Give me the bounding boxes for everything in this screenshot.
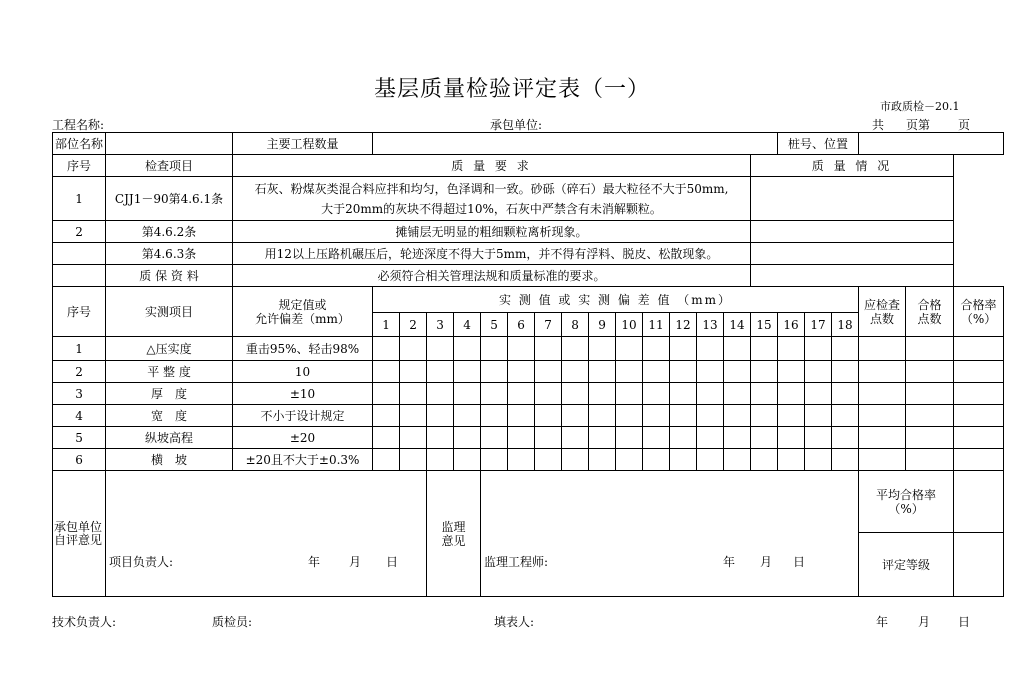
measure-seq: 3: [53, 383, 106, 405]
should-check-points-cell[interactable]: [859, 427, 906, 449]
measured-value-cell[interactable]: [805, 427, 832, 449]
measured-value-cell[interactable]: [670, 361, 697, 383]
measured-value-cell[interactable]: [562, 427, 589, 449]
measured-value-cell[interactable]: [724, 383, 751, 405]
passed-points-cell[interactable]: [906, 427, 954, 449]
date-year-label: 年: [723, 555, 736, 569]
point-number-header: 18: [832, 313, 859, 337]
measure-tolerance: 10: [233, 361, 373, 383]
measured-value-cell[interactable]: [562, 337, 589, 361]
footer-month-label: 月: [918, 615, 931, 629]
avg-pass-rate-label: 平均合格率（%）: [859, 471, 954, 533]
measure-seq: 2: [53, 361, 106, 383]
point-number-header: 10: [616, 313, 643, 337]
supervision-label: 监理意见: [427, 471, 481, 597]
date-day-label: 日: [386, 555, 399, 569]
measured-value-cell[interactable]: [670, 449, 697, 471]
self-eval-area[interactable]: [106, 471, 427, 597]
measure-item: 横 坡: [106, 449, 233, 471]
point-number-header: 2: [400, 313, 427, 337]
date-month-label: 月: [349, 555, 362, 569]
measured-value-cell[interactable]: [427, 383, 454, 405]
date-day-label: 日: [793, 555, 806, 569]
req-item: 质 保 资 料: [106, 265, 233, 287]
footer-year-label: 年: [876, 615, 889, 629]
tolerance-header-line: 允许偏差（mm）: [255, 311, 350, 326]
measured-value-cell[interactable]: [589, 405, 616, 427]
measured-value-cell[interactable]: [697, 383, 724, 405]
table-row: [53, 221, 1004, 243]
req-seq: [53, 243, 106, 265]
measured-value-cell[interactable]: [535, 405, 562, 427]
measured-value-cell[interactable]: [454, 427, 481, 449]
passed-points-cell[interactable]: [906, 449, 954, 471]
station-value[interactable]: [859, 133, 1004, 155]
part-name-label: 部位名称: [53, 133, 106, 155]
table-row: [53, 449, 1004, 471]
measured-value-cell[interactable]: [751, 361, 778, 383]
point-number-header: 16: [778, 313, 805, 337]
measured-value-cell[interactable]: [778, 361, 805, 383]
table-row: [53, 265, 1004, 287]
measure-tolerance: 不小于设计规定: [233, 405, 373, 427]
point-number-header: 17: [805, 313, 832, 337]
table-row: [53, 361, 1004, 383]
measure-tolerance: ±20: [233, 427, 373, 449]
measured-value-cell[interactable]: [670, 405, 697, 427]
passed-points-cell[interactable]: [906, 405, 954, 427]
measured-value-cell[interactable]: [697, 337, 724, 361]
measured-value-cell[interactable]: [697, 405, 724, 427]
measured-value-cell[interactable]: [427, 337, 454, 361]
passed-points-header: 合格点数: [906, 287, 954, 337]
measured-value-cell[interactable]: [616, 405, 643, 427]
footer-day-label: 日: [958, 615, 971, 629]
measured-value-cell[interactable]: [724, 405, 751, 427]
req-seq: 1: [53, 177, 106, 221]
measured-value-cell[interactable]: [373, 361, 400, 383]
should-check-points-cell[interactable]: [859, 449, 906, 471]
measured-value-cell[interactable]: [400, 337, 427, 361]
measured-value-cell[interactable]: [562, 449, 589, 471]
measured-value-cell[interactable]: [562, 405, 589, 427]
point-number-header: 6: [508, 313, 535, 337]
table-row: [53, 177, 1004, 221]
self-eval-label: 承包单位自评意见: [53, 471, 106, 597]
grade-label: 评定等级: [859, 533, 954, 597]
req-item: CJJ1－90第4.6.1条: [106, 177, 233, 221]
measured-value-cell[interactable]: [400, 449, 427, 471]
passed-points-cell[interactable]: [906, 383, 954, 405]
req-item: 第4.6.3条: [106, 243, 233, 265]
supervision-area[interactable]: [481, 471, 859, 597]
measured-value-cell[interactable]: [751, 337, 778, 361]
measured-values-header: 实 测 值 或 实 测 偏 差 值 （mm）: [373, 287, 859, 313]
measured-value-cell[interactable]: [535, 449, 562, 471]
point-number-header: 7: [535, 313, 562, 337]
measure-tolerance: ±10: [233, 383, 373, 405]
should-check-points-cell[interactable]: [859, 361, 906, 383]
measure-seq: 1: [53, 337, 106, 361]
measured-value-cell[interactable]: [400, 383, 427, 405]
measured-value-cell[interactable]: [481, 449, 508, 471]
measured-value-cell[interactable]: [697, 427, 724, 449]
measured-value-cell[interactable]: [535, 361, 562, 383]
point-number-header: 12: [670, 313, 697, 337]
station-label: 桩号、位置: [778, 133, 859, 155]
page-title: 基层质量检验评定表（一）: [373, 77, 650, 102]
measured-value-cell[interactable]: [724, 361, 751, 383]
measured-value-cell[interactable]: [805, 337, 832, 361]
point-number-header: 3: [427, 313, 454, 337]
measured-value-cell[interactable]: [805, 449, 832, 471]
req-text: 用12以上压路机碾压后，轮迹深度不得大于5mm，并不得有浮料、脱皮、松散现象。: [233, 243, 751, 265]
point-number-header: 15: [751, 313, 778, 337]
measured-value-cell[interactable]: [427, 405, 454, 427]
measured-value-cell[interactable]: [400, 405, 427, 427]
measured-value-cell[interactable]: [589, 449, 616, 471]
req-text-line: 大于20mm的灰块不得超过10%，石灰中严禁含有未消解颗粒。: [321, 201, 662, 216]
inspection-table: [52, 132, 1004, 597]
main-quantity-value[interactable]: [373, 133, 778, 155]
filler-label: 填表人:: [494, 615, 535, 629]
quality-status-cell[interactable]: [751, 243, 954, 265]
measured-value-cell[interactable]: [805, 361, 832, 383]
measured-value-cell[interactable]: [724, 427, 751, 449]
page-suffix-label: 页: [958, 118, 971, 132]
measured-value-cell[interactable]: [427, 361, 454, 383]
measured-value-cell[interactable]: [697, 449, 724, 471]
measured-value-cell[interactable]: [481, 337, 508, 361]
req-text-line: 石灰、粉煤灰类混合料应拌和均匀，色泽调和一致。砂砾（碎石）最大粒径不大于50mm,: [254, 181, 729, 196]
measure-item: 纵坡高程: [106, 427, 233, 449]
point-number-header: 4: [454, 313, 481, 337]
measured-value-cell[interactable]: [751, 449, 778, 471]
measured-value-cell[interactable]: [562, 361, 589, 383]
measure-item: 厚 度: [106, 383, 233, 405]
measured-value-cell[interactable]: [616, 427, 643, 449]
measured-value-cell[interactable]: [670, 337, 697, 361]
measured-value-cell[interactable]: [778, 427, 805, 449]
contractor-label: 承包单位:: [490, 118, 543, 132]
measure-seq: 4: [53, 405, 106, 427]
measured-value-cell[interactable]: [454, 383, 481, 405]
passed-points-cell[interactable]: [906, 337, 954, 361]
point-number-header: 9: [589, 313, 616, 337]
point-number-header: 14: [724, 313, 751, 337]
project-manager-label: 项目负责人:: [109, 555, 174, 569]
measured-value-cell[interactable]: [427, 427, 454, 449]
measured-value-cell[interactable]: [535, 427, 562, 449]
measured-value-cell[interactable]: [562, 383, 589, 405]
measured-value-cell[interactable]: [616, 449, 643, 471]
measure-item-header: 实测项目: [106, 287, 233, 337]
measured-value-cell[interactable]: [643, 383, 670, 405]
should-check-points-cell[interactable]: [859, 383, 906, 405]
measured-value-cell[interactable]: [670, 427, 697, 449]
measured-value-cell[interactable]: [724, 449, 751, 471]
req-item-header: 检查项目: [106, 155, 233, 177]
form-code: 市政质检－20.1: [880, 100, 960, 113]
measured-value-cell[interactable]: [535, 337, 562, 361]
measured-value-cell[interactable]: [832, 449, 859, 471]
measured-value-cell[interactable]: [832, 337, 859, 361]
measured-value-cell[interactable]: [373, 383, 400, 405]
should-check-points-cell[interactable]: [859, 405, 906, 427]
pass-rate-cell[interactable]: [954, 449, 1004, 471]
tech-lead-label: 技术负责人:: [52, 615, 117, 629]
measured-value-cell[interactable]: [508, 337, 535, 361]
measured-value-cell[interactable]: [616, 361, 643, 383]
quality-requirement-header: 质 量 要 求: [233, 155, 751, 177]
table-row: [53, 405, 1004, 427]
supervisor-label: 监理工程师:: [484, 555, 549, 569]
measured-value-cell[interactable]: [643, 337, 670, 361]
grade-value[interactable]: [954, 533, 1004, 597]
point-number-header: 11: [643, 313, 670, 337]
measured-value-cell[interactable]: [670, 383, 697, 405]
measure-seq: 6: [53, 449, 106, 471]
pass-rate-cell[interactable]: [954, 405, 1004, 427]
measured-value-cell[interactable]: [778, 337, 805, 361]
measure-item: △压实度: [106, 337, 233, 361]
passed-points-cell[interactable]: [906, 361, 954, 383]
pass-rate-cell[interactable]: [954, 337, 1004, 361]
pass-rate-cell[interactable]: [954, 361, 1004, 383]
measured-value-cell[interactable]: [778, 449, 805, 471]
quality-status-header: 质 量 情 况: [751, 155, 954, 177]
should-check-points-header: 应检查点数: [859, 287, 906, 337]
measure-tolerance: ±20且不大于±0.3%: [233, 449, 373, 471]
measured-value-cell[interactable]: [589, 427, 616, 449]
req-item: 第4.6.2条: [106, 221, 233, 243]
measured-value-cell[interactable]: [508, 449, 535, 471]
avg-pass-rate-value[interactable]: [954, 471, 1004, 533]
measured-value-cell[interactable]: [643, 405, 670, 427]
date-month-label: 月: [760, 555, 773, 569]
date-year-label: 年: [308, 555, 321, 569]
measured-value-cell[interactable]: [751, 383, 778, 405]
measure-item: 平 整 度: [106, 361, 233, 383]
measured-value-cell[interactable]: [805, 383, 832, 405]
measured-value-cell[interactable]: [481, 427, 508, 449]
measured-value-cell[interactable]: [508, 383, 535, 405]
measured-value-cell[interactable]: [454, 337, 481, 361]
tolerance-header-line: 规定值或: [278, 297, 327, 312]
measured-value-cell[interactable]: [481, 361, 508, 383]
measure-item: 宽 度: [106, 405, 233, 427]
measure-tolerance: 重击95%、轻击98%: [233, 337, 373, 361]
measured-value-cell[interactable]: [616, 383, 643, 405]
measured-value-cell[interactable]: [535, 383, 562, 405]
measured-value-cell[interactable]: [508, 361, 535, 383]
table-row: [53, 243, 1004, 265]
measured-value-cell[interactable]: [481, 405, 508, 427]
quality-status-cell[interactable]: [751, 221, 954, 243]
measured-value-cell[interactable]: [373, 427, 400, 449]
measured-value-cell[interactable]: [454, 405, 481, 427]
tolerance-header: [233, 287, 373, 337]
quality-status-cell[interactable]: [751, 177, 954, 221]
total-pages-label: 共: [872, 118, 885, 132]
measured-value-cell[interactable]: [481, 383, 508, 405]
req-text: 摊铺层无明显的粗细颗粒离析现象。: [233, 221, 751, 243]
measured-value-cell[interactable]: [751, 427, 778, 449]
req-text: [233, 177, 751, 221]
measured-value-cell[interactable]: [724, 337, 751, 361]
measured-value-cell[interactable]: [643, 361, 670, 383]
measured-value-cell[interactable]: [832, 383, 859, 405]
measured-value-cell[interactable]: [589, 361, 616, 383]
measured-value-cell[interactable]: [373, 337, 400, 361]
measured-value-cell[interactable]: [832, 361, 859, 383]
project-name-label: 工程名称:: [52, 118, 105, 132]
measured-value-cell[interactable]: [400, 361, 427, 383]
measured-value-cell[interactable]: [778, 405, 805, 427]
pass-rate-cell[interactable]: [954, 427, 1004, 449]
table-row: [53, 383, 1004, 405]
measured-value-cell[interactable]: [508, 427, 535, 449]
quality-status-cell[interactable]: [751, 265, 954, 287]
measured-value-cell[interactable]: [832, 405, 859, 427]
measured-value-cell[interactable]: [373, 405, 400, 427]
part-name-value[interactable]: [106, 133, 233, 155]
inspector-label: 质检员:: [212, 615, 253, 629]
measured-value-cell[interactable]: [778, 383, 805, 405]
req-text: 必须符合相关管理法规和质量标准的要求。: [233, 265, 751, 287]
measured-value-cell[interactable]: [643, 449, 670, 471]
measured-value-cell[interactable]: [751, 405, 778, 427]
should-check-points-cell[interactable]: [859, 337, 906, 361]
page-of-label: 页第: [906, 118, 931, 132]
table-row: [53, 427, 1004, 449]
main-quantity-label: 主要工程数量: [233, 133, 373, 155]
measured-value-cell[interactable]: [589, 383, 616, 405]
pass-rate-cell[interactable]: [954, 383, 1004, 405]
req-seq: [53, 265, 106, 287]
measured-value-cell[interactable]: [508, 405, 535, 427]
measured-value-cell[interactable]: [373, 449, 400, 471]
measured-value-cell[interactable]: [589, 337, 616, 361]
req-seq: 2: [53, 221, 106, 243]
measured-value-cell[interactable]: [805, 405, 832, 427]
measured-value-cell[interactable]: [400, 427, 427, 449]
table-row: [53, 337, 1004, 361]
measured-value-cell[interactable]: [697, 361, 724, 383]
measured-value-cell[interactable]: [427, 449, 454, 471]
measure-seq: 5: [53, 427, 106, 449]
point-number-header: 8: [562, 313, 589, 337]
req-seq-header: 序号: [53, 155, 106, 177]
measured-value-cell[interactable]: [454, 361, 481, 383]
point-number-header: 5: [481, 313, 508, 337]
point-number-header: 1: [373, 313, 400, 337]
measured-value-cell[interactable]: [643, 427, 670, 449]
measured-value-cell[interactable]: [454, 449, 481, 471]
pass-rate-header: 合格率（%）: [954, 287, 1004, 337]
measured-value-cell[interactable]: [616, 337, 643, 361]
measured-value-cell[interactable]: [832, 427, 859, 449]
measure-seq-header: 序号: [53, 287, 106, 337]
point-number-header: 13: [697, 313, 724, 337]
